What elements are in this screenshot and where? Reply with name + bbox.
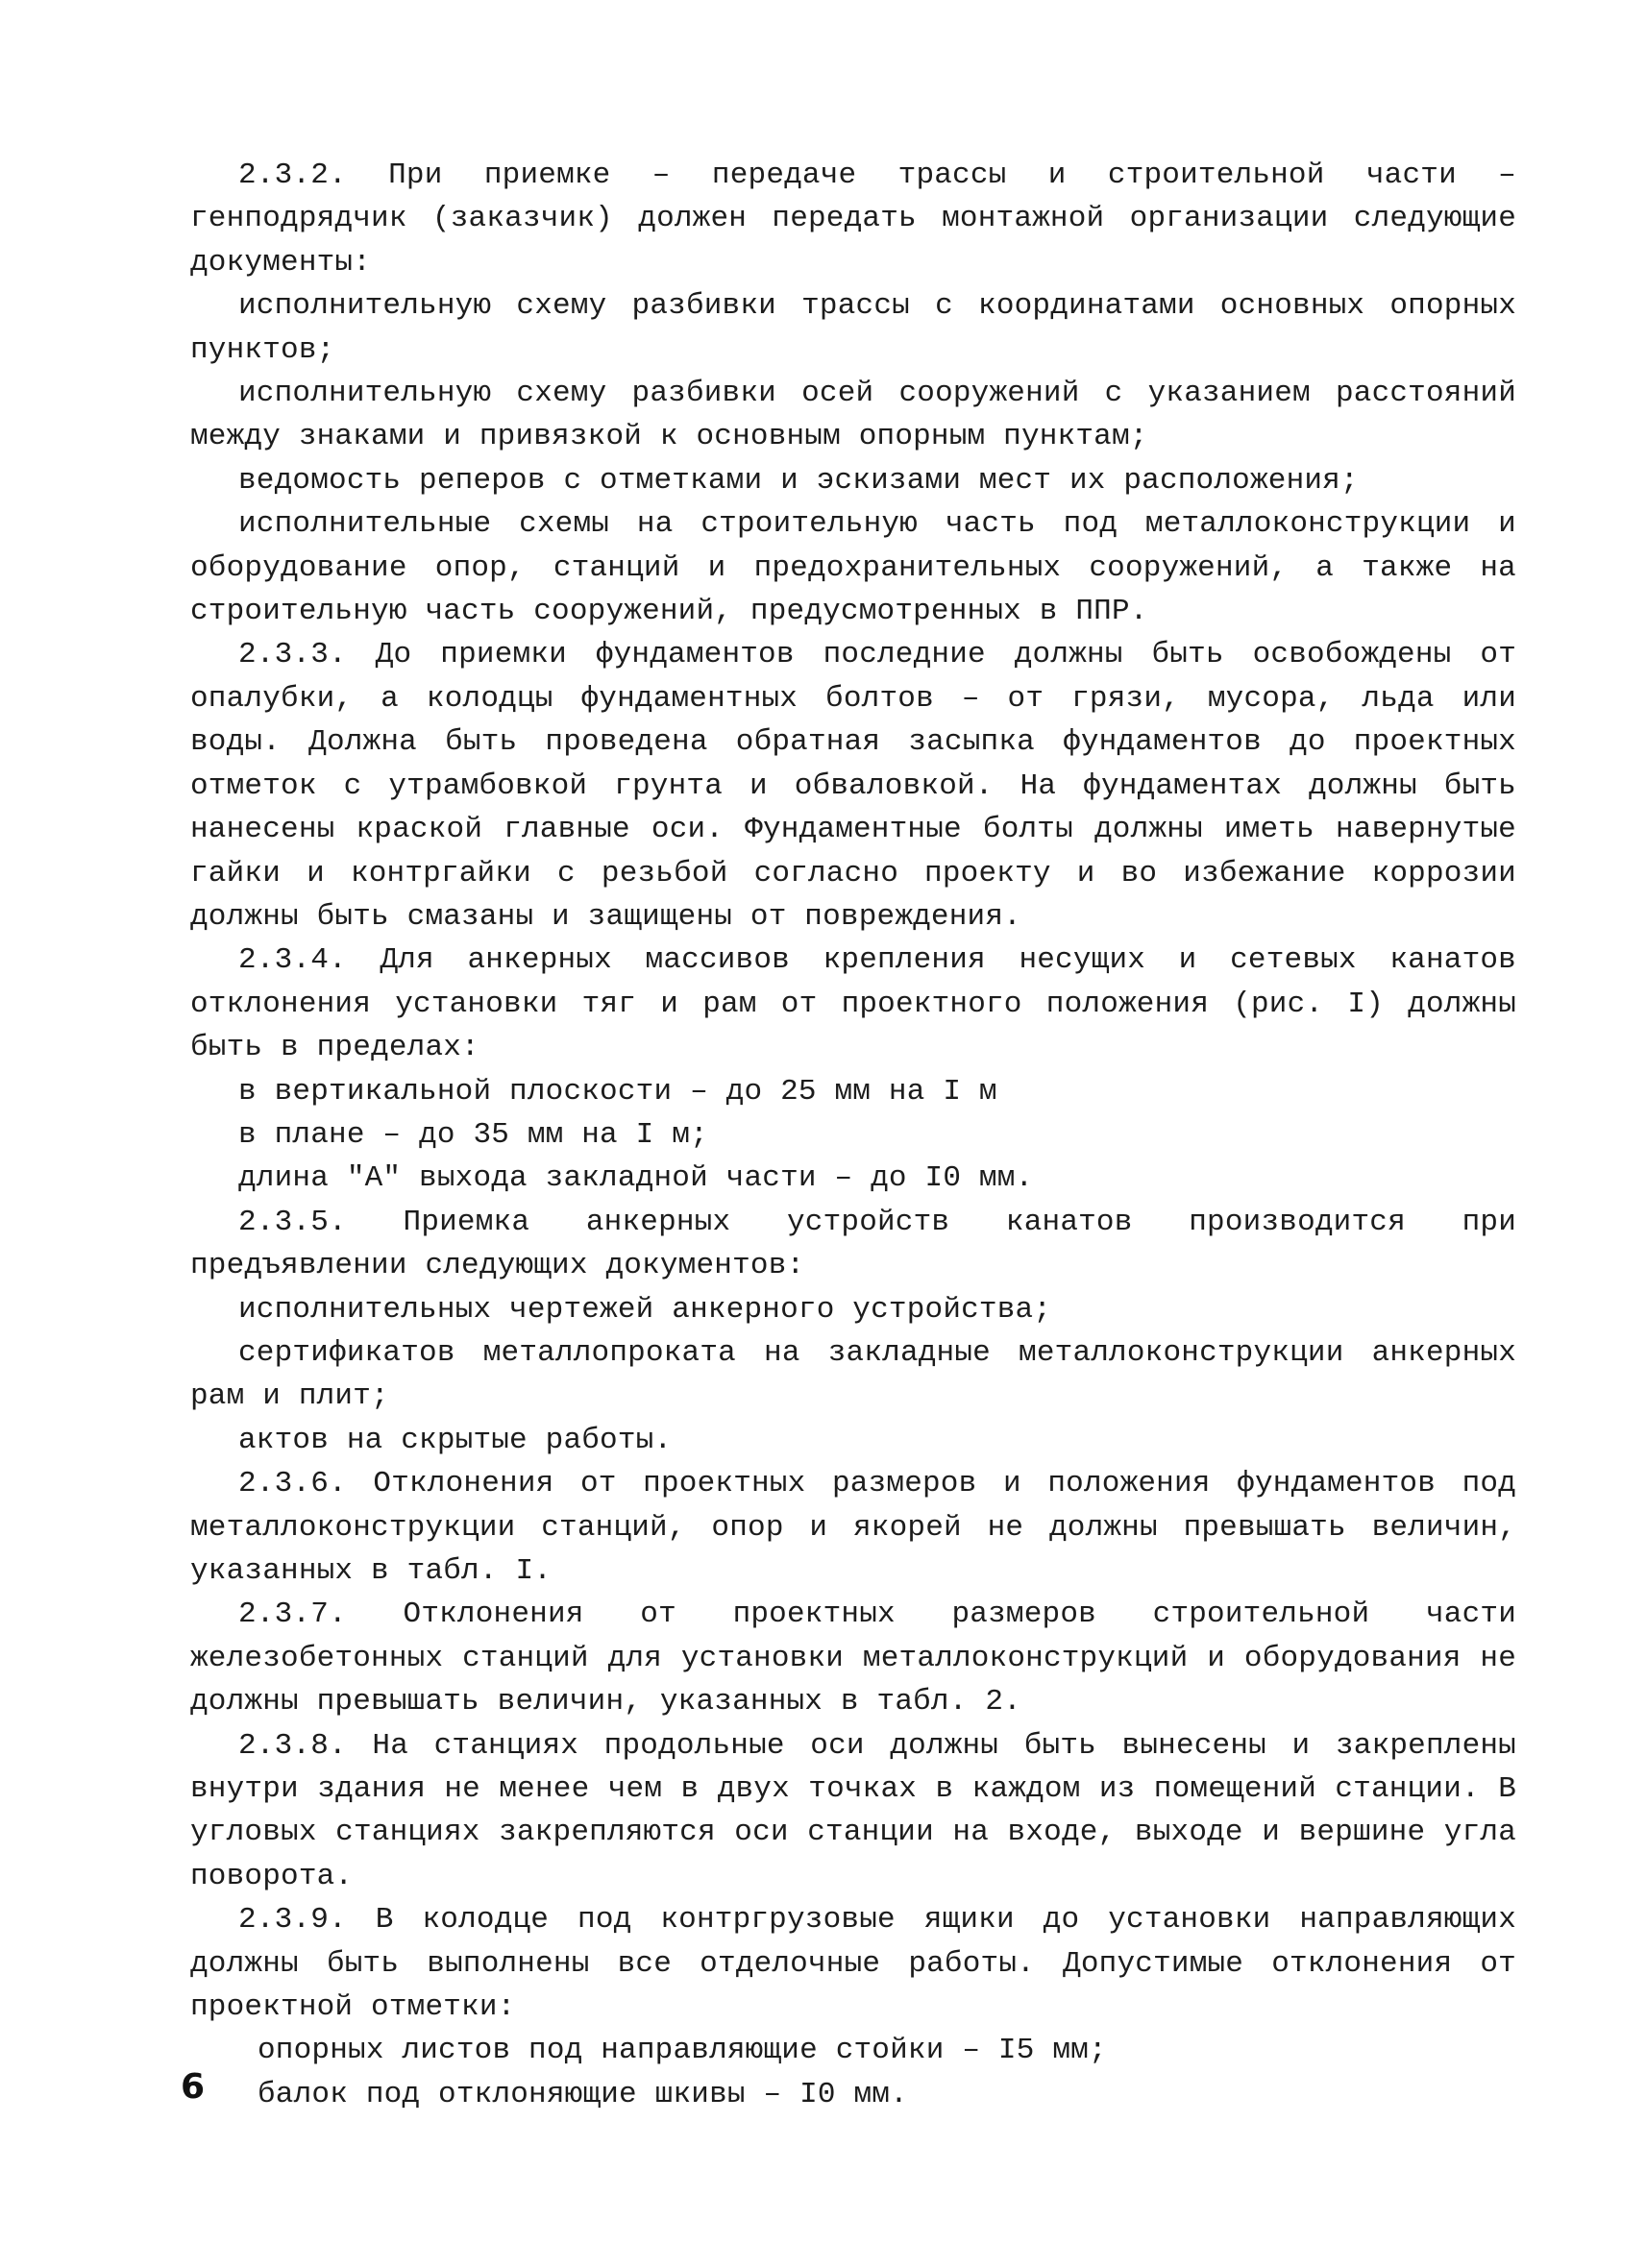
paragraph-2-3-7: 2.3.7. Отклонения от проектных размеров строительной части железобетонных станций для установки металлоконструкций и оборудования не должны превышать величин, указанных в табл. 2. [190, 1597, 1516, 1719]
list-item: опорных листов под направляющие стойки – I5 мм; [258, 2034, 1107, 2068]
list-item: в плане – до 35 мм на I м; [238, 1117, 708, 1152]
list-item: длина "А" выхода закладной части – до I0 мм. [238, 1161, 1034, 1196]
paragraph-2-3-6: 2.3.6. Отклонения от проектных размеров и положения фундаментов под металлоконструкции станций, опор и якорей не должны превышать величин, указанных в табл. I. [190, 1467, 1516, 1588]
list-item: исполнительную схему разбивки осей сооружений с указанием расстояний между знаками и привязкой к основным опорным пунктам; [190, 377, 1516, 454]
list-item: в вертикальной плоскости – до 25 мм на I м [238, 1074, 997, 1109]
paragraph-2-3-9: 2.3.9. В колодце под контргрузовые ящики до установки направляющих должны быть выполнены все отделочные работы. Допустимые отклонения от проектной отметки: [190, 1903, 1516, 2025]
list-item: исполнительную схему разбивки трассы с координатами основных опорных пунктов; [190, 289, 1516, 367]
paragraph-2-3-2: 2.3.2. При приемке – передаче трассы и строительной части – генподрядчик (заказчик) должен передать монтажной организации следующие документы: [190, 159, 1516, 280]
list-item: балок под отклоняющие шкивы – I0 мм. [258, 2077, 908, 2111]
list-item: актов на скрытые работы. [238, 1423, 673, 1457]
paragraph-2-3-5: 2.3.5. Приемка анкерных устройств канатов производится при предъявлении следующих документов: [190, 1205, 1516, 1283]
list-item: ведомость реперов с отметками и эскизами мест их расположения; [238, 463, 1359, 498]
document-body [190, 154, 1516, 2116]
paragraph-2-3-8: 2.3.8. На станциях продольные оси должны быть вынесены и закреплены внутри здания не менее чем в двух точках в каждом из помещений станции. В угловых станциях закрепляются оси станции на входе, выходе и вершине угла поворота. [190, 1728, 1516, 1893]
list-item: исполнительных чертежей анкерного устройства; [238, 1292, 1052, 1327]
list-item: сертификатов металлопроката на закладные металлоконструкции анкерных рам и плит; [190, 1335, 1516, 1414]
paragraph-2-3-3: 2.3.3. До приемки фундаментов последние должны быть освобождены от опалубки, а колодцы фундаментных болтов – от грязи, мусора, льда или воды. Должна быть проведена обратная засыпка фундаментов до проектных отметок с утрамбовкой грунта и обваловкой. На фундаментах должны быть нанесены краской главные оси. Фундаментные болты должны иметь навернутые гайки и контргайки с резьбой согласно проекту и во избежание коррозии должны быть смазаны и защищены от повреждения. [190, 638, 1516, 934]
paragraph-2-3-4: 2.3.4. Для анкерных массивов крепления несущих и сетевых канатов отклонения установки тяг и рам от проектного положения (рис. I) должны быть в пределах: [190, 943, 1516, 1065]
page-number: 6 [181, 2067, 206, 2107]
list-item: исполнительные схемы на строительную часть под металлоконструкции и оборудование опор, станций и предохранительных сооружений, а также на строительную часть сооружений, предусмотренных в ППР. [190, 507, 1516, 629]
